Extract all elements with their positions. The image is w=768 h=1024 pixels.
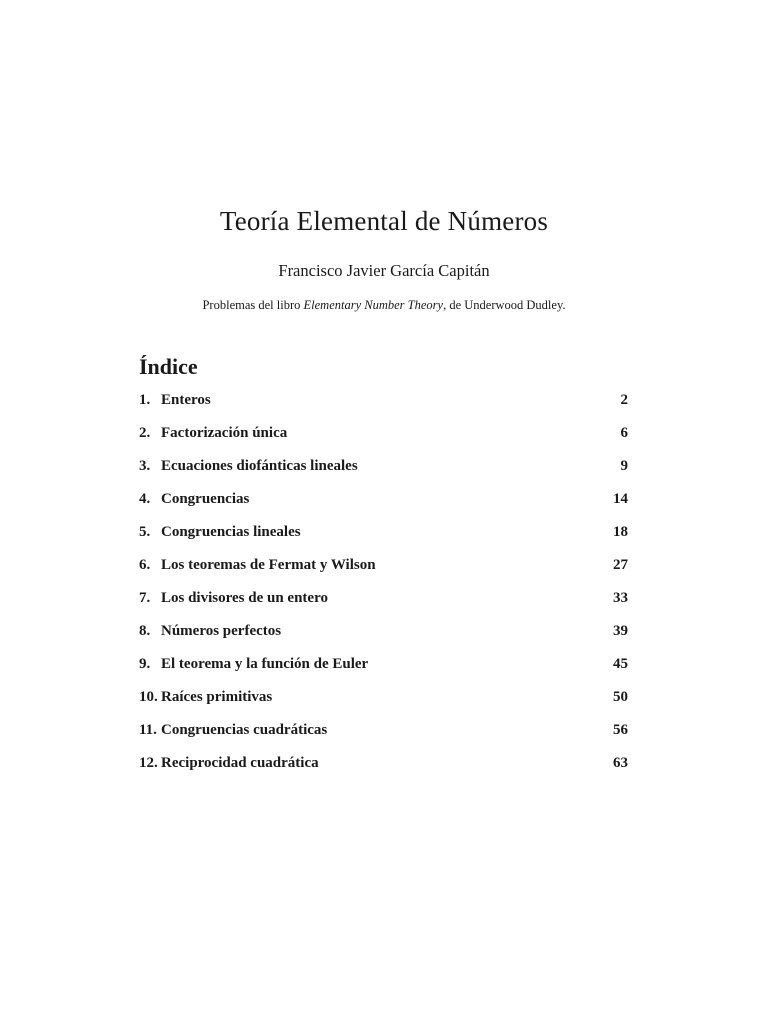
toc-entry-label: Raíces primitivas <box>161 689 273 705</box>
toc-entry-number: 11. <box>139 722 157 738</box>
toc-entry-number: 10. <box>139 689 158 705</box>
toc-entry-page: 50 <box>613 689 628 705</box>
toc-entry-number: 8. <box>139 623 151 639</box>
toc-entry-number: 2. <box>139 425 151 441</box>
toc-entry-page: 9 <box>620 458 628 474</box>
toc-entry[interactable] <box>139 689 628 722</box>
document-subtitle <box>0 298 768 313</box>
toc-entry-page: 6 <box>620 425 628 441</box>
toc-entry-label: Enteros <box>161 392 211 408</box>
toc-entry[interactable] <box>139 392 628 425</box>
book-title: Elementary Number Theory <box>303 298 444 312</box>
toc-entry-page: 27 <box>613 557 628 573</box>
toc-entry-label: Reciprocidad cuadrática <box>161 755 319 771</box>
toc-entry-label: El teorema y la función de Euler <box>161 656 369 672</box>
toc-entry-number: 9. <box>139 656 151 672</box>
toc-entry[interactable] <box>139 755 628 788</box>
toc-heading: Índice <box>139 354 198 379</box>
toc-entry-page: 18 <box>613 524 628 540</box>
toc-entry-number: 3. <box>139 458 151 474</box>
toc-entry-label: Congruencias lineales <box>161 524 301 540</box>
toc-entry[interactable] <box>139 491 628 524</box>
toc-entry-page: 14 <box>613 491 628 507</box>
toc-entry-label: Los divisores de un entero <box>161 590 328 606</box>
subtitle-prefix: Problemas del libro <box>202 298 304 312</box>
toc-entry-number: 12. <box>139 755 158 771</box>
table-of-contents <box>139 392 628 788</box>
toc-entry[interactable] <box>139 458 628 491</box>
toc-entry-label: Congruencias cuadráticas <box>161 722 328 738</box>
toc-entry-page: 45 <box>613 656 628 672</box>
toc-entry-page: 39 <box>613 623 628 639</box>
toc-entry-number: 7. <box>139 590 151 606</box>
toc-entry-page: 56 <box>613 722 628 738</box>
toc-entry[interactable] <box>139 524 628 557</box>
toc-entry-label: Números perfectos <box>161 623 282 639</box>
toc-entry-label: Factorización única <box>161 425 288 441</box>
toc-entry-label: Los teoremas de Fermat y Wilson <box>161 557 376 573</box>
toc-entry[interactable] <box>139 590 628 623</box>
toc-entry[interactable] <box>139 425 628 458</box>
toc-entry-page: 33 <box>613 590 628 606</box>
toc-entry-page: 2 <box>620 392 628 408</box>
toc-entry-label: Congruencias <box>161 491 250 507</box>
toc-entry-number: 1. <box>139 392 151 408</box>
toc-entry[interactable] <box>139 722 628 755</box>
toc-entry-number: 5. <box>139 524 151 540</box>
toc-entry-number: 4. <box>139 491 151 507</box>
subtitle-suffix: , de Underwood Dudley. <box>443 298 566 312</box>
toc-entry-label: Ecuaciones diofánticas lineales <box>161 458 358 474</box>
toc-entry[interactable] <box>139 656 628 689</box>
toc-entry-page: 63 <box>613 755 628 771</box>
toc-entry[interactable] <box>139 557 628 590</box>
toc-entry-number: 6. <box>139 557 151 573</box>
toc-entry[interactable] <box>139 623 628 656</box>
document-author: Francisco Javier García Capitán <box>278 261 490 280</box>
document-title: Teoría Elemental de Números <box>219 206 549 236</box>
